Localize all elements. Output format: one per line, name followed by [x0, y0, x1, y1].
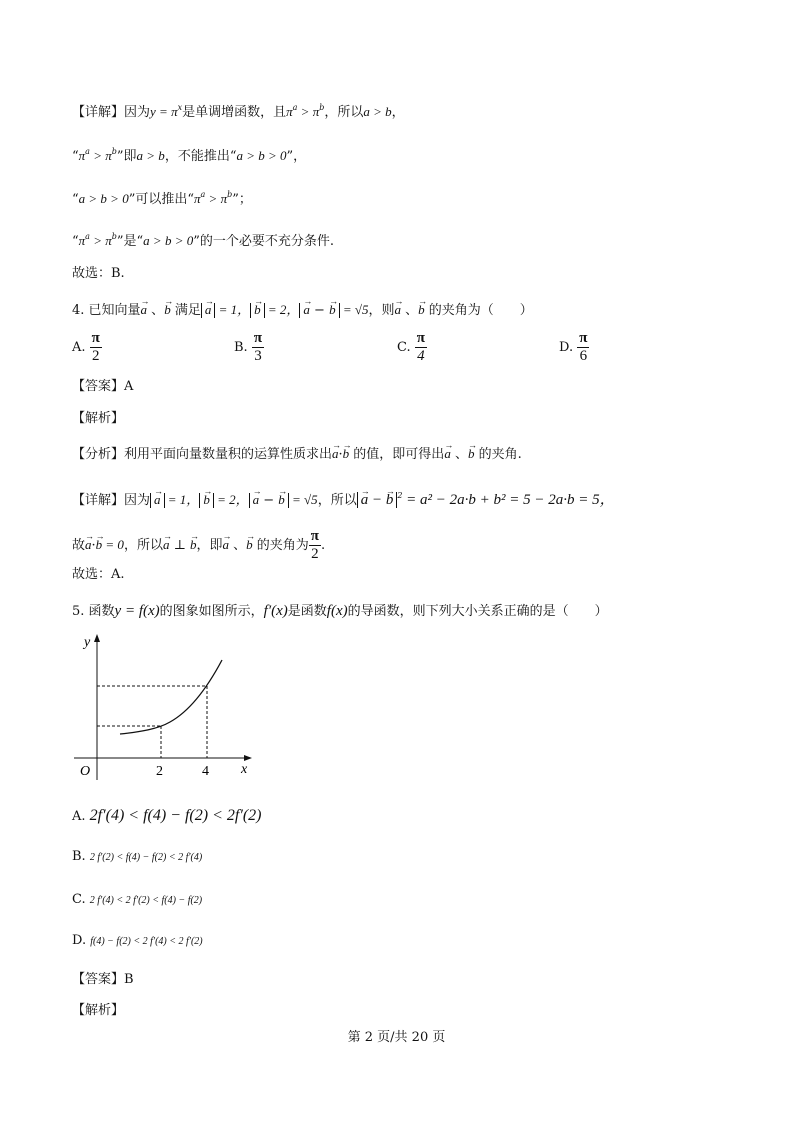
x-label: x — [241, 762, 248, 777]
option-label: B. — [72, 849, 86, 864]
vector-a: → a — [253, 490, 260, 510]
text: 、 — [450, 447, 468, 462]
option-label: C. — [397, 340, 411, 355]
math: − — [368, 492, 386, 508]
math: a > b — [363, 104, 392, 119]
math: π — [78, 233, 86, 248]
vector-a: → a — [163, 535, 170, 555]
detail-line-1 — [72, 98, 405, 123]
math-sup: x — [177, 103, 183, 112]
option-label: A. — [72, 809, 86, 824]
math: a > b > 0 — [143, 233, 194, 248]
vector-a: → a — [395, 300, 402, 320]
math-sup: b — [319, 103, 325, 112]
text: . — [320, 538, 326, 553]
math: f′(x) — [263, 603, 288, 619]
detail-line-4 — [72, 227, 334, 252]
vector-a: → a — [141, 300, 148, 320]
vector-b: → b — [246, 535, 253, 555]
q4-option-a — [72, 330, 102, 365]
q5-option-c — [72, 892, 202, 907]
text: ，则 — [368, 303, 395, 318]
math: = a² − 2a·b + b² = 5 − 2a·b = 5， — [402, 492, 615, 508]
vector-b: → b — [190, 535, 197, 555]
q4-option-d — [559, 330, 589, 365]
text: 、 — [228, 538, 247, 553]
text: ”； — [232, 192, 252, 207]
text: 因为 — [124, 493, 151, 508]
answer-value: B — [124, 972, 134, 987]
math: π — [312, 104, 320, 119]
math: = √5 — [288, 492, 318, 507]
math: π — [286, 104, 293, 119]
frac-den: 2 — [92, 348, 100, 364]
text: 满足 — [170, 303, 201, 318]
tick-2-label: 2 — [156, 764, 163, 779]
math: f(x) — [326, 603, 348, 619]
q5-analysis-tag: 【解析】 — [72, 1003, 125, 1018]
origin-label: O — [80, 764, 91, 779]
fraction — [252, 330, 264, 365]
option-label: D. — [72, 933, 87, 948]
math: a > b > 0 — [236, 148, 287, 163]
text: ”即 — [116, 149, 137, 164]
text: ”的一个必要不充分条件. — [193, 234, 334, 249]
math: > — [297, 104, 313, 119]
math: y = f(x) — [114, 603, 160, 619]
q4-answer — [72, 377, 133, 397]
answer-tag: 【答案】 — [72, 379, 125, 394]
vector-b: → b — [418, 300, 425, 320]
x-axis-arrow — [244, 755, 252, 761]
frac-num: π — [579, 330, 588, 346]
q4-detail — [72, 486, 615, 511]
q4-option-c — [397, 330, 427, 365]
text: 是单调增函数，且 — [182, 105, 287, 120]
frac-den: 3 — [254, 348, 262, 364]
text: ，所以 — [317, 493, 357, 508]
text: 4. 已知向量 — [72, 303, 141, 318]
text: 因为 — [124, 105, 151, 120]
math: π — [105, 233, 112, 248]
math: = 2， — [213, 492, 249, 507]
math: = 1， — [164, 492, 200, 507]
vector-b: → b — [278, 490, 285, 510]
vector-b: → b — [164, 300, 171, 320]
text: “ — [72, 234, 79, 249]
frac-den: 2 — [311, 546, 319, 562]
text: ”， — [286, 149, 307, 164]
frac-num: π — [91, 330, 100, 346]
vector-b: → b — [386, 490, 394, 510]
choice-line-1: 故选：B. — [72, 266, 125, 281]
q5-option-d — [72, 933, 203, 948]
math: > — [89, 148, 106, 163]
math: π — [220, 191, 228, 206]
text: “ — [72, 192, 79, 207]
detail-line-3 — [72, 185, 252, 210]
fraction — [90, 330, 102, 365]
math: · — [91, 538, 96, 553]
vector-a: → a — [361, 490, 369, 510]
text: 的导函数，则下列大小关系正确的是（ ） — [347, 604, 608, 619]
math-sup: 2 — [397, 491, 403, 500]
detail-tag: 【详解】 — [72, 105, 125, 120]
vector-b: → b — [329, 300, 336, 320]
text: “ — [72, 149, 79, 164]
math: − — [309, 303, 330, 318]
vector-b: → b — [203, 490, 210, 510]
vector-a: → a — [205, 300, 212, 320]
question-4-stem — [72, 300, 533, 321]
math: π — [194, 191, 201, 206]
frac-den: 6 — [579, 348, 588, 364]
fraction — [415, 330, 427, 365]
q4-conclusion — [72, 528, 325, 563]
math: = 2， — [264, 302, 300, 317]
frac-num: π — [310, 528, 319, 544]
option-text: 2f′(4) < f(4) − f(2) < 2f′(2) — [89, 807, 262, 824]
text: 5. 函数 — [72, 604, 115, 619]
math: = 0 — [102, 537, 124, 552]
option-text: f(4) − f(2) < 2 f′(4) < 2 f′(2) — [90, 936, 203, 947]
math: > — [89, 233, 106, 248]
math-sup: b — [111, 232, 117, 241]
text: ，所以 — [324, 105, 364, 120]
vector-a: → a — [444, 444, 451, 464]
vector-a: → a — [154, 490, 161, 510]
vector-b: → b — [343, 444, 350, 464]
fraction — [577, 330, 589, 365]
math: π — [105, 148, 112, 163]
question-5-stem — [72, 601, 608, 622]
math: > — [205, 191, 221, 206]
function-graph — [70, 630, 260, 790]
q5-answer — [72, 970, 134, 990]
math: y = π — [150, 104, 178, 119]
option-label: D. — [559, 340, 574, 355]
math: ⊥ — [169, 538, 190, 553]
text: 利用平面向量数量积的运算性质求出 — [124, 447, 333, 462]
text: ”是“ — [116, 234, 144, 249]
y-label: y — [84, 635, 91, 650]
detail-tag: 【详解】 — [72, 493, 125, 508]
math-sup: a — [292, 103, 298, 112]
math: · — [338, 447, 343, 462]
text: 故 — [72, 538, 86, 553]
math: = √5 — [339, 302, 369, 317]
math: − — [259, 493, 279, 508]
vector-a: → a — [85, 535, 92, 555]
text: ”可以推出“ — [128, 192, 194, 207]
math-sup: a — [200, 190, 206, 199]
page-footer: 第 2 页/共 20 页 — [347, 1030, 446, 1045]
vector-a: → a — [332, 444, 339, 464]
option-text: 2 f′(2) < f(4) − f(2) < 2 f′(4) — [89, 852, 203, 863]
q5-option-b — [72, 849, 202, 864]
text: 的值，即可得出 — [349, 447, 445, 462]
q4-option-b — [234, 330, 264, 365]
fraction — [309, 528, 321, 563]
text: 是函数 — [287, 604, 327, 619]
text: 、 — [401, 303, 419, 318]
option-label: C. — [72, 892, 86, 907]
answer-value: A — [124, 379, 134, 394]
option-text: 2 f′(4) < 2 f′(2) < f(4) − f(2) — [89, 895, 203, 906]
q4-analysis-tag: 【解析】 — [72, 411, 125, 426]
vector-b: → b — [96, 535, 103, 555]
text: ，不能推出“ — [164, 149, 237, 164]
frac-num: π — [253, 330, 263, 346]
vector-b: → b — [468, 444, 475, 464]
math-sup: b — [111, 147, 117, 156]
math: a > b — [136, 148, 165, 163]
text: 的夹角. — [474, 447, 522, 462]
detail-line-2 — [72, 142, 306, 167]
y-axis-arrow — [94, 634, 100, 642]
q4-fenxi — [72, 444, 522, 465]
math: a > b > 0 — [78, 191, 129, 206]
math: = 1， — [215, 302, 251, 317]
option-label: A. — [72, 340, 86, 355]
choice-line-2: 故选：A. — [72, 567, 125, 582]
frac-num: π — [416, 330, 425, 346]
math: π — [78, 148, 86, 163]
fenxi-tag: 【分析】 — [72, 447, 125, 462]
text: 的夹角为（ ） — [424, 303, 533, 318]
text: ，即 — [196, 538, 223, 553]
text: ，所以 — [123, 538, 163, 553]
tick-4-label: 4 — [202, 764, 209, 779]
vector-b: → b — [254, 300, 261, 320]
option-label: B. — [234, 340, 248, 355]
text: ， — [391, 105, 405, 120]
vector-a: → a — [303, 300, 310, 320]
math-sup: a — [85, 147, 90, 156]
answer-tag: 【答案】 — [72, 972, 125, 987]
text: 、 — [147, 303, 165, 318]
text: 的夹角为 — [252, 538, 309, 553]
math-sup: b — [227, 190, 233, 199]
q5-option-a — [72, 807, 261, 825]
text: 的图象如图所示， — [159, 604, 264, 619]
frac-den: 4 — [417, 348, 425, 364]
vector-a: → a — [222, 535, 229, 555]
math-sup: a — [85, 232, 90, 241]
